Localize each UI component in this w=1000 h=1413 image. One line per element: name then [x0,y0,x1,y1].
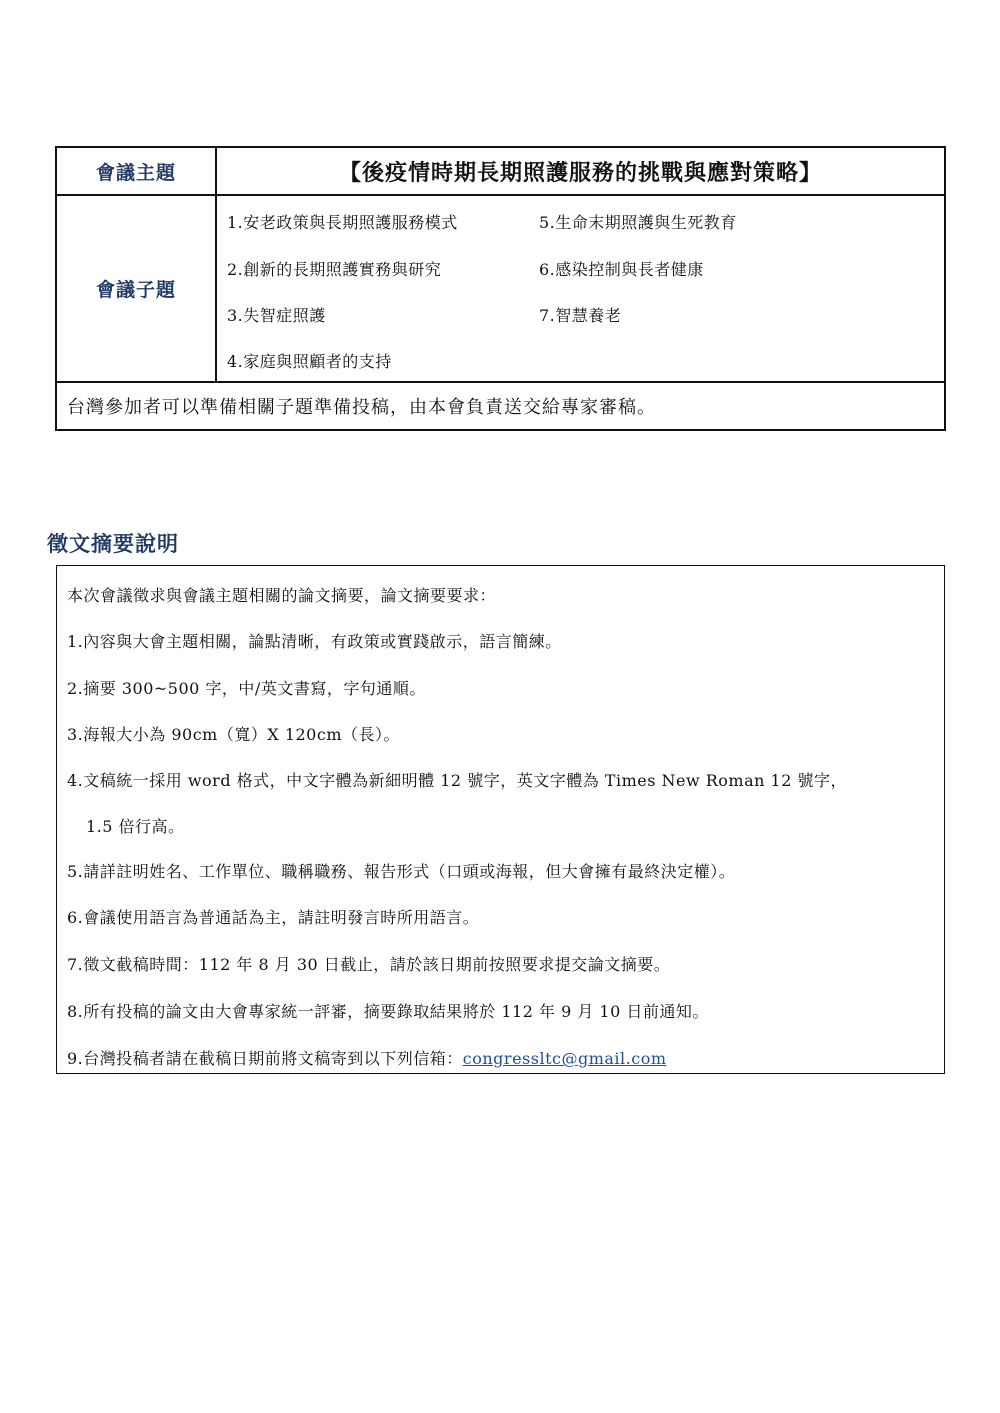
subtopic-item: 1.安老政策與長期照護服務模式 [227,213,458,232]
requirement-item-email [67,1046,667,1069]
subtopic-item: 4.家庭與照顧者的支持 [227,352,392,371]
subtopic-item: 2.創新的長期照護實務與研究 [227,260,442,279]
requirement-item: 6.會議使用語言為普通話為主，請註明發言時所用語言。 [67,908,480,927]
abstract-requirements-box [56,565,945,1074]
submission-note: 台灣參加者可以準備相關子題準備投稿，由本會負責送交給專家審稿。 [56,382,945,430]
requirement-item: 5.請詳註明姓名、工作單位、職稱職務、報告形式（口頭或海報，但大會擁有最終決定權）。 [67,862,736,881]
requirement-item: 7.徵文截稿時間：112 年 8 月 30 日截止，請於該日期前按照要求提交論文摘要。 [67,955,671,974]
requirement-item: 3.海報大小為 90cm（寬）X 120cm（長）。 [67,725,400,744]
requirement-item: 4.文稿統一採用 word 格式，中文字體為新細明體 12 號字，英文字體為 Times New Roman 12 號字， [67,771,847,790]
subtopic-item: 5.生命末期照護與生死教育 [539,213,737,232]
theme-row [56,147,945,195]
requirement-item: 8.所有投稿的論文由大會專家統一評審，摘要錄取結果將於 112 年 9 月 10 日前通知。 [67,1002,709,1021]
subtopic-item: 7.智慧養老 [539,306,622,325]
theme-label: 會議主題 [56,147,216,195]
requirement-item-continuation: 1.5 倍行高。 [86,817,185,836]
subtopics-list [217,196,944,381]
subtopic-item: 3.失智症照護 [227,306,326,325]
conference-theme-table [55,146,946,431]
subtopics-label: 會議子題 [56,195,216,382]
note-row [56,382,945,430]
subtopics-cell [216,195,945,382]
email-instruction: 9.台灣投稿者請在截稿日期前將文稿寄到以下列信箱： [67,1049,463,1068]
theme-title: 【後疫情時期長期照護服務的挑戰與應對策略】 [216,147,945,195]
requirement-item: 2.摘要 300~500 字，中/英文書寫，字句通順。 [67,679,426,698]
requirement-item: 1.內容與大會主題相關，論點清晰，有政策或實踐啟示，語言簡練。 [67,632,562,651]
call-for-abstracts-heading: 徵文摘要說明 [47,532,179,556]
subtopics-row [56,195,945,382]
requirements-intro: 本次會議徵求與會議主題相關的論文摘要，論文摘要要求： [67,586,497,605]
contact-email-link[interactable]: congressltc@gmail.com [462,1049,667,1068]
subtopic-item: 6.感染控制與長者健康 [539,260,704,279]
